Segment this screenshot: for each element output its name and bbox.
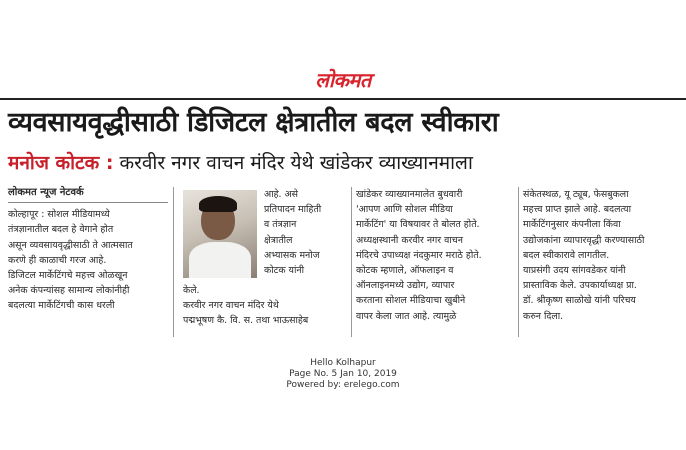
speaker-photo [183,190,257,278]
footer-publication: Hello Kolhapur [310,358,376,368]
column-3-text [356,187,514,324]
article-text-line: अनेक कंपन्यांसह सामान्य लोकांनीही [8,285,130,297]
article-headline: व्यवसायवृद्धीसाठी डिजिटल क्षेत्रातील बदल स्वीकारा [8,107,499,138]
article-text-line: अध्यक्षस्थानी करवीर नगर वाचन [356,234,463,246]
subhead-text: करवीर नगर वाचन मंदिर येथे खांडेकर व्याख्यानमाला [113,152,473,174]
article-text-line: अभ्यासक मनोज [264,249,320,261]
photo-hair [199,196,237,212]
article-text-line: ऑनलाइनमध्ये उद्योग, व्यापार [356,280,455,292]
article-text-line: करताना सोशल मीडियाचा खुबीने [356,295,466,307]
article-text-line: व तंत्रज्ञान [264,219,297,231]
column-2-bottom-text [183,283,348,329]
article-column-4 [523,187,681,324]
byline-rule [8,202,168,203]
footer-page-date: Page No. 5 Jan 10, 2019 [289,369,397,379]
article-text-line: संकेतस्थळ, यू ट्यूब, फेसबुकला [523,189,629,200]
article-text-line: उद्योजकांना व्यापारवृद्धी करण्यासाठी [523,234,645,246]
article-text-line: डिजिटल मार्केटिंगचे महत्त्व ओळखून [8,270,128,282]
article-text-line: क्षेत्रातील [264,234,293,246]
article-text-line: करवीर नगर वाचन मंदिर येथे [183,300,279,312]
article-text-line: याप्रसंगी उदय सांगवडेकर यांनी [523,265,626,277]
column-4-text [523,187,681,324]
article-text-line: केले. [183,285,200,296]
article-text-line: पद्मभूषण कै. वि. स. तथा भाऊसाहेब [183,315,309,327]
subhead-speaker: मनोज कोटक : [8,152,114,174]
article-column-2-bottom [183,283,348,329]
article-text-line: डॉ. श्रीकृष्ण साळोखे यांनी परिचय [523,295,636,307]
article-text-line: तंत्रज्ञानातील बदल हे वेगाने होत [8,224,114,236]
article-text-line: मार्केटिंग' या विषयावर ते बोलत होते. [356,219,480,231]
footer-powered-by: Powered by: erelego.com [286,380,400,390]
page-footer [0,358,686,391]
article-text-line: मार्केटिंगनुसार कंपनीला किंवा [523,219,621,231]
article-text-line: कोल्हापूर : सोशल मीडियामध्ये [8,209,110,221]
article-text-line: 'आपण आणि सोशल मीडिया [356,204,453,216]
article-text-line: आहे. असे [264,189,299,200]
column-divider [518,187,519,337]
article-text-line: करुन दिला. [523,310,564,322]
article-text-line: प्रास्ताविक केले. उपकार्याध्यक्ष प्रा. [523,280,637,292]
article-text-line: कोटक यांनी [264,265,305,277]
column-divider [351,187,352,337]
header-rule [0,98,686,100]
article-column-2-top [264,187,346,278]
article-column-1 [8,185,168,314]
article-text-line: मंदिरचे उपाध्यक्ष नंदकुमार मराठे होते. [356,249,482,261]
column-divider [173,187,174,337]
article-text-line: बदल स्वीकारावे लागतील. [523,249,610,261]
article-text-line: असून व्यवसायवृद्धीसाठी ते आत्मसात [8,239,133,251]
article-text-line: प्रतिपादन माहिती [264,204,322,216]
article-subhead [8,150,684,176]
article-text-line: खांडेकर व्याख्यानमालेत बुधवारी [356,189,463,200]
article-text-line: वापर केला जात आहे. त्यामुळे [356,310,457,322]
article-text-line: महत्त्व प्राप्त झाले आहे. बदलत्या [523,204,632,216]
article-text-line: कोटक म्हणाले, ऑफलाइन व [356,265,454,277]
column-2-top-text [264,187,346,278]
column-1-text [8,207,168,313]
byline: लोकमत न्यूज नेटवर्क [8,187,84,198]
article-text-line: बदलत्या मार्केटिंगची कास धरली [8,300,115,312]
newspaper-logo: लोकमत [315,68,371,92]
article-text-line: करणे ही काळाची गरज आहे. [8,254,107,266]
photo-body [189,242,251,278]
article-column-3 [356,187,514,324]
